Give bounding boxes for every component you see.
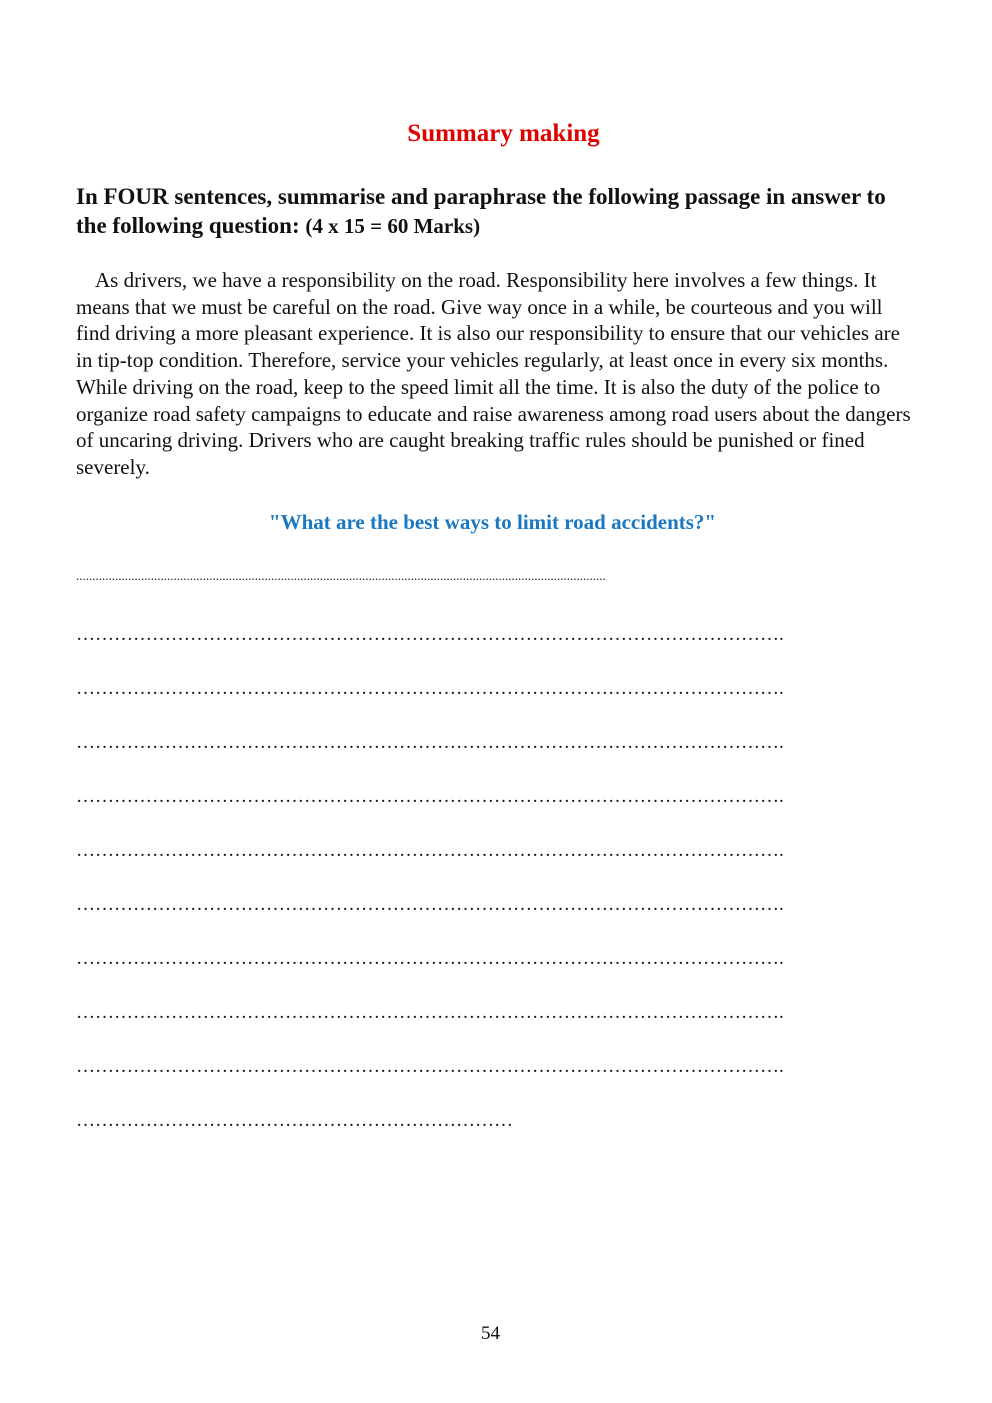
instruction xyxy=(76,182,916,241)
answer-line: ................................................................................................................................................................... xyxy=(76,568,606,583)
answer-line: …………………………………………………………………………………………………. xyxy=(76,1056,784,1077)
instruction-text: In FOUR sentences, summarise and paraphrase the following passage in answer to the following question: xyxy=(76,184,886,238)
answer-line: …………………………………………………………………………………………………. xyxy=(76,678,784,699)
answer-line: …………………………………………………………………………………………………. xyxy=(76,624,784,645)
answer-line: …………………………………………………………………………………………………. xyxy=(76,1002,784,1023)
summary-question: "What are the best ways to limit road accidents?" xyxy=(268,510,717,534)
answer-line: …………………………………………………………………………………………………. xyxy=(76,948,784,969)
page-number: 54 xyxy=(481,1323,500,1344)
answer-line: …………………………………………………………………………………………………. xyxy=(76,894,784,915)
answer-line: …………………………………………………………………………………………………. xyxy=(76,840,784,861)
answer-line: …………………………………………………………… xyxy=(76,1110,513,1131)
marks-allocation: (4 x 15 = 60 Marks) xyxy=(305,214,481,238)
page-title: Summary making xyxy=(407,120,600,147)
passage-text: As drivers, we have a responsibility on the road. Responsibility here involves a few things. It means that we must be careful on the road. Give way once in a while, be courteous and you will find driving a more pleasant experience. It is also our responsibility to ensure that our vehicles are in tip-top condition. Therefore, service your vehicles regularly, at least once in every six months. While driving on the road, keep to the speed limit all the time. It is also the duty of the police to organize road safety campaigns to educate and raise awareness among road users about the dangers of uncaring driving. Drivers who are caught breaking traffic rules should be punished or fined severely. xyxy=(76,268,911,479)
answer-line: …………………………………………………………………………………………………. xyxy=(76,786,784,807)
answer-line: …………………………………………………………………………………………………. xyxy=(76,732,784,753)
